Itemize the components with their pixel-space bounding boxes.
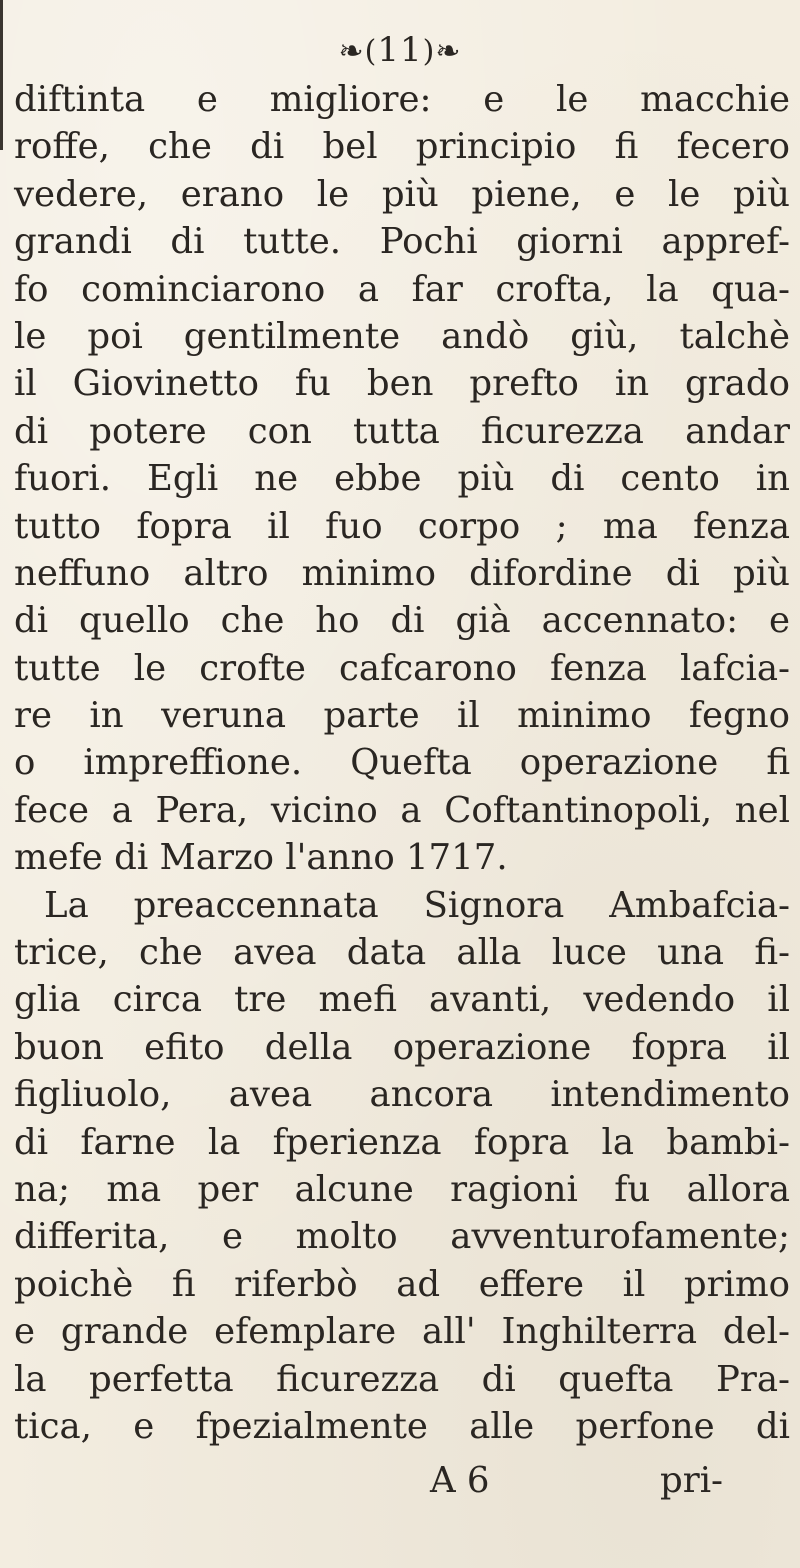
page-edge-shadow	[0, 0, 3, 150]
text-line: fo cominciarono a far crofta, la qua-	[14, 268, 790, 310]
signature-mark: A 6	[430, 1460, 490, 1501]
page-footer	[0, 1460, 800, 1507]
text-line: di quello che ho di già accennato: e	[14, 600, 790, 642]
text-line: poichè fi riferbò ad effere il primo	[14, 1263, 790, 1305]
text-line: grandi di tutte. Pochi giorni appref-	[14, 221, 790, 263]
text-line: La preaccennata Signora Ambafcia-	[44, 884, 790, 926]
page-header	[0, 30, 800, 70]
text-line: differita, e molto avventurofamente;	[14, 1216, 790, 1258]
text-line: re in veruna parte il minimo fegno	[14, 695, 790, 737]
text-line: glia circa tre mefi avanti, vedendo il	[14, 979, 790, 1021]
text-line: fece a Pera, vicino a Coftantinopoli, nel	[14, 789, 790, 831]
text-line: fuori. Egli ne ebbe più di cento in	[14, 458, 790, 500]
text-line: il Giovinetto fu ben prefto in grado	[14, 363, 790, 405]
text-line: e grande efemplare all' Inghilterra del-	[14, 1311, 790, 1353]
text-line: la perfetta ficurezza di quefta Pra-	[14, 1358, 790, 1400]
text-line: le poi gentilmente andò giù, talchè	[14, 315, 790, 357]
text-line: diftinta e migliore: e le macchie	[14, 79, 790, 120]
text-line: mefe di Marzo l'anno 1717.	[14, 837, 508, 879]
text-line: roffe, che di bel principio fi fecero	[14, 126, 790, 168]
right-ornament: )❧	[422, 34, 462, 69]
text-line: di farne la fperienza fopra la bambi-	[14, 1121, 790, 1163]
text-line: buon efito della operazione fopra il	[14, 1026, 790, 1068]
catchword: pri-	[660, 1460, 724, 1501]
text-line: di potere con tutta ficurezza andar	[14, 410, 790, 452]
text-line: tutte le crofte cafcarono fenza lafcia-	[14, 647, 790, 689]
left-ornament: ❧(	[338, 34, 378, 69]
text-line: tutto fopra il fuo corpo ; ma fenza	[14, 505, 790, 547]
text-line: figliuolo, avea ancora intendimento	[14, 1074, 790, 1116]
text-line: tica, e fpezialmente alle perfone di	[14, 1405, 790, 1447]
text-line: o impreffione. Quefta operazione fi	[14, 742, 790, 784]
body-text	[14, 76, 790, 1450]
page-number: 11	[377, 30, 423, 70]
text-line: trice, che avea data alla luce una fi-	[14, 932, 790, 974]
text-line: na; ma per alcune ragioni fu allora	[14, 1168, 790, 1210]
text-line: neffuno altro minimo difordine di più	[14, 552, 790, 594]
text-line: vedere, erano le più piene, e le più	[14, 173, 790, 215]
